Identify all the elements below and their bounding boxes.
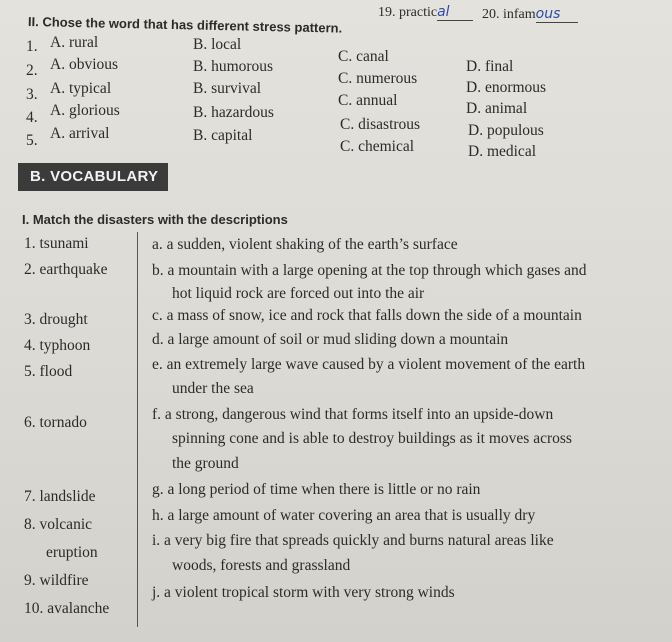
description-f-line-3: the ground: [172, 455, 239, 472]
term-eruption: eruption: [46, 544, 98, 561]
term-earthquake: 2. earthquake: [24, 261, 108, 278]
term-tsunami: 1. tsunami: [24, 235, 89, 252]
term-typhoon: 4. typhoon: [24, 337, 91, 354]
question-1-option-c: C. canal: [338, 48, 389, 65]
description-j: j. a violent tropical storm with very strong winds: [152, 584, 455, 601]
question-20-label: 20. infam: [482, 7, 536, 22]
description-c: c. a mass of snow, ice and rock that falls down the side of a mountain: [152, 307, 582, 324]
question-5-option-d: D. medical: [468, 143, 537, 160]
description-b-line-1: b. a mountain with a large opening at the top through which gases and: [152, 262, 587, 279]
term-tornado: 6. tornado: [24, 414, 87, 431]
question-1-option-a: A. rural: [50, 34, 99, 51]
description-a: a. a sudden, violent shaking of the earth’s surface: [152, 236, 458, 253]
term-drought: 3. drought: [24, 311, 88, 328]
term-wildfire: 9. wildfire: [24, 572, 89, 589]
question-19: [378, 4, 473, 21]
description-g: g. a long period of time when there is little or no rain: [152, 481, 481, 498]
question-1-option-b: B. local: [193, 36, 242, 53]
question-5-option-a: A. arrival: [50, 125, 110, 142]
question-3-option-c: C. annual: [338, 92, 398, 109]
description-i-line-1: i. a very big fire that spreads quickly and burns natural areas like: [152, 532, 554, 549]
section-2-title: II. Chose the word that has different stress pattern.: [27, 14, 343, 36]
question-2-option-c: C. numerous: [338, 70, 418, 87]
description-f-line-2: spinning cone and is able to destroy buildings as it moves across: [172, 430, 572, 447]
question-2-number: 2.: [26, 62, 38, 79]
question-3-option-b: B. survival: [193, 80, 262, 97]
question-4-option-a: A. glorious: [50, 102, 120, 119]
question-3-number: 3.: [26, 86, 38, 103]
description-h: h. a large amount of water covering an area that is usually dry: [152, 507, 536, 524]
question-19-answer: al: [437, 4, 473, 21]
question-4-option-d: D. populous: [468, 122, 544, 139]
question-2-option-b: B. humorous: [193, 58, 274, 75]
question-4-number: 4.: [26, 109, 38, 126]
description-e-line-2: under the sea: [172, 380, 254, 397]
question-4-option-b: B. hazardous: [193, 104, 274, 121]
description-d: d. a large amount of soil or mud sliding down a mountain: [152, 331, 509, 348]
question-19-label: 19. practic: [378, 5, 438, 20]
question-5-option-c: C. chemical: [340, 138, 415, 155]
question-1-number: 1.: [26, 38, 38, 55]
question-4-option-c: C. disastrous: [340, 116, 421, 133]
question-20: [482, 6, 578, 23]
description-b-line-2: hot liquid rock are forced out into the air: [172, 285, 425, 302]
description-f-line-1: f. a strong, dangerous wind that forms itself into an upside-down: [152, 406, 554, 423]
question-3-option-d: D. animal: [466, 100, 528, 117]
column-divider: [137, 232, 138, 627]
question-2-option-d: D. enormous: [466, 79, 547, 96]
matching-instruction: I. Match the disasters with the descriptions: [22, 212, 288, 227]
question-5-option-b: B. capital: [193, 127, 253, 144]
question-5-number: 5.: [26, 132, 38, 149]
question-3-option-a: A. typical: [50, 80, 112, 97]
question-1-option-d: D. final: [466, 58, 514, 75]
description-e-line-1: e. an extremely large wave caused by a violent movement of the earth: [152, 356, 586, 373]
term-volcanic: 8. volcanic: [24, 516, 93, 533]
description-i-line-2: woods, forests and grassland: [172, 557, 351, 574]
question-20-answer: ous: [536, 6, 578, 23]
term-landslide: 7. landslide: [24, 488, 96, 505]
question-2-option-a: A. obvious: [50, 56, 119, 73]
vocabulary-header: B. VOCABULARY: [18, 163, 168, 191]
term-flood: 5. flood: [24, 363, 73, 380]
term-avalanche: 10. avalanche: [24, 600, 110, 617]
